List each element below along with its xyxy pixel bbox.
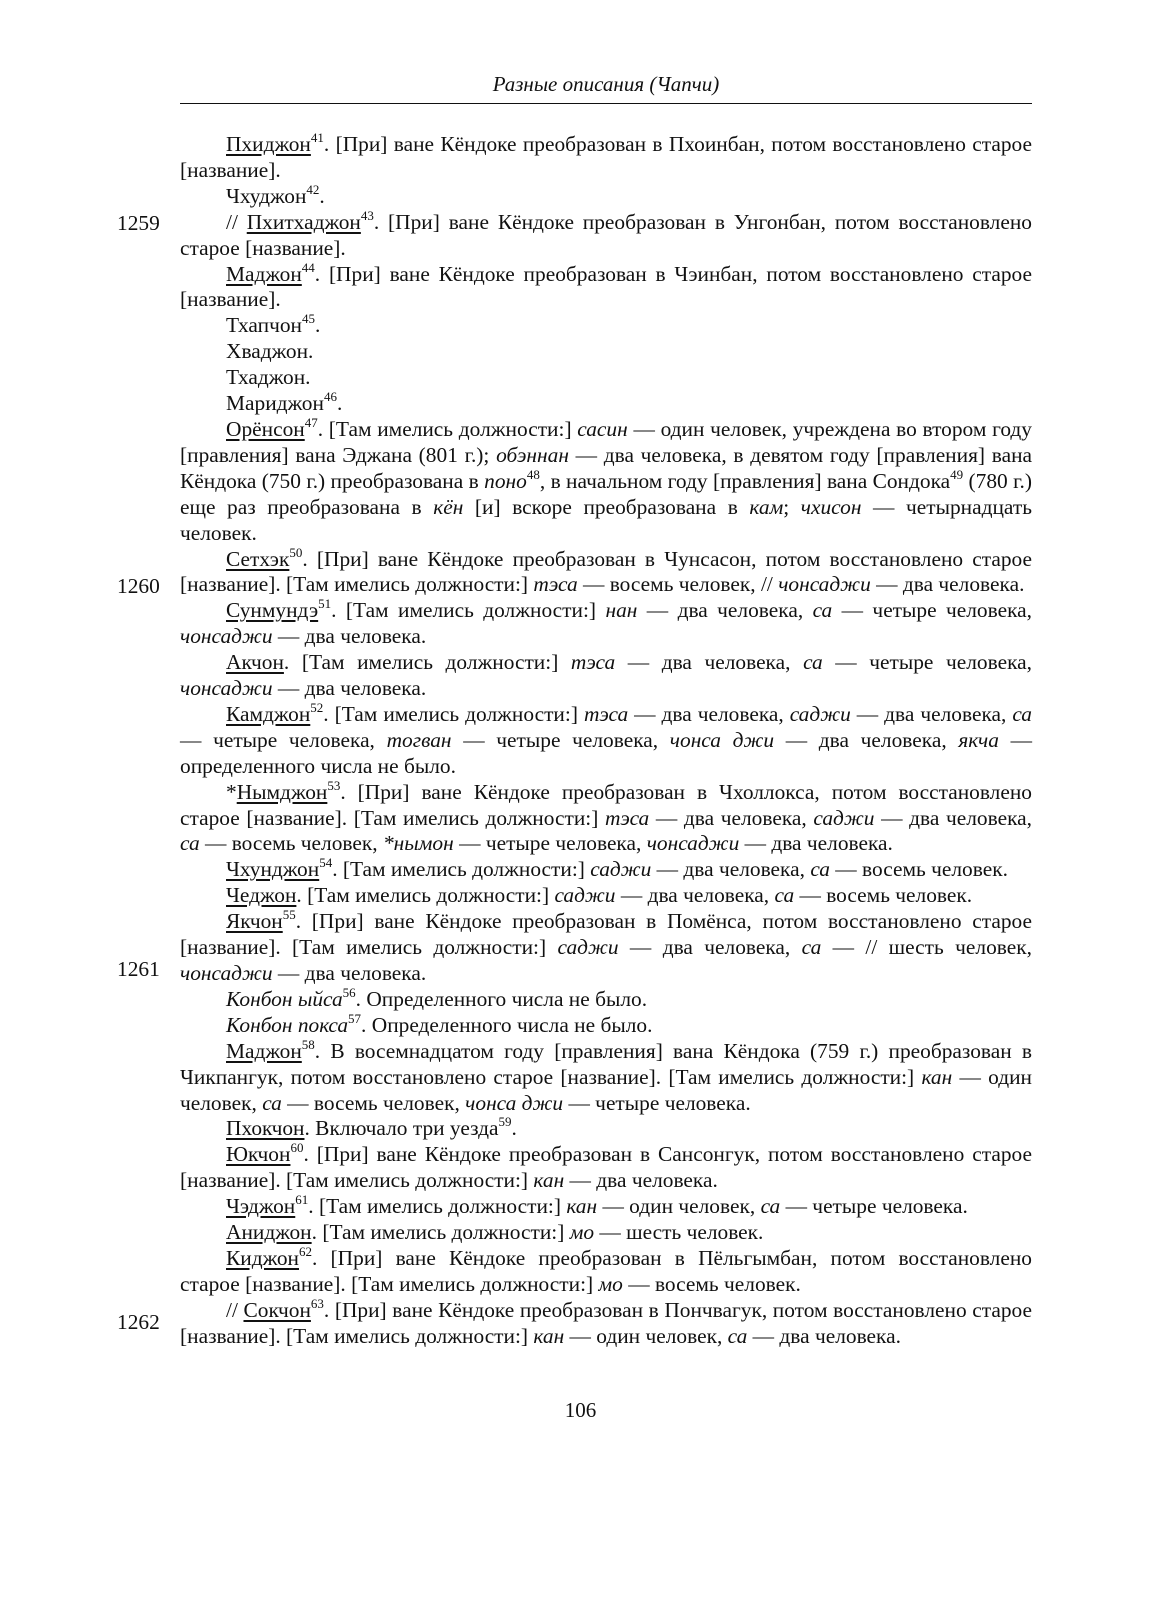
term: са bbox=[774, 883, 795, 908]
term: саджи bbox=[789, 701, 851, 726]
text-run: . [Там имелись должности:] bbox=[308, 1194, 567, 1219]
text-run: — восемь человек, bbox=[281, 1090, 466, 1115]
term: кан bbox=[566, 1194, 598, 1219]
entry-paragraph bbox=[180, 598, 1032, 650]
term: са bbox=[812, 598, 833, 623]
text-run: — два человека, bbox=[618, 935, 802, 960]
entry-paragraph bbox=[180, 650, 1032, 702]
text-run: // bbox=[226, 1297, 244, 1322]
text-run: — два человека. bbox=[272, 624, 427, 649]
term: саджи bbox=[557, 935, 619, 960]
term: са bbox=[1012, 701, 1032, 726]
margin-page-number: 1260 bbox=[117, 574, 160, 598]
entry-paragraph bbox=[180, 1036, 1032, 1117]
footnote-ref: 47 bbox=[304, 414, 318, 430]
text-run: — четыре человека, bbox=[180, 727, 387, 752]
entry-paragraph bbox=[180, 909, 1032, 987]
entry-paragraph bbox=[180, 544, 1032, 599]
entry-paragraph bbox=[180, 984, 1032, 1013]
entry-paragraph bbox=[180, 181, 1032, 210]
text-run: — два человека, bbox=[774, 727, 959, 752]
text-run: . В восемнадцатом году [правления] вана Кёндока (759 г.) преобразован в Чикпангук, потом восстановлено старое [название]. [Там имелись должности:] bbox=[180, 1038, 1032, 1089]
term: Конбон ыйса bbox=[226, 986, 343, 1011]
term: обэннан bbox=[496, 442, 569, 467]
text-run: — восемь человек. bbox=[829, 857, 1008, 882]
text-run: . Определенного числа не было. bbox=[361, 1012, 653, 1037]
footnote-ref: 51 bbox=[318, 596, 332, 612]
footnote-ref: 53 bbox=[327, 777, 341, 793]
text-run: — шесть человек. bbox=[594, 1220, 764, 1245]
entry-paragraph bbox=[180, 391, 1032, 417]
term: кан bbox=[921, 1064, 953, 1089]
place-name: Якчон bbox=[226, 909, 283, 934]
term: са bbox=[810, 857, 830, 882]
text-run: — два человека, bbox=[628, 701, 790, 726]
margin-page-number: 1261 bbox=[117, 957, 160, 981]
entry-paragraph bbox=[180, 1243, 1032, 1298]
place-name: Акчон bbox=[226, 650, 284, 675]
place-name: Пхокчон bbox=[226, 1116, 305, 1141]
footnote-ref: 54 bbox=[319, 855, 333, 871]
text-run: . Включало три уезда bbox=[304, 1116, 499, 1141]
entry-paragraph bbox=[180, 313, 1032, 339]
margin-page-number: 1262 bbox=[117, 1310, 160, 1334]
term: чонсаджи bbox=[180, 624, 273, 649]
term: тэса bbox=[604, 805, 650, 830]
text-run: . [При] ване Кёндоке преобразован в Чунсасон, потом восстановлено старое [название]. [Там имелись должности:] bbox=[180, 546, 1032, 597]
place-name: Юкчон bbox=[226, 1142, 291, 1167]
entry-paragraph bbox=[180, 1010, 1032, 1039]
term: сасин bbox=[577, 416, 628, 441]
place-name: Чхунджон bbox=[226, 857, 320, 882]
term: са bbox=[801, 935, 822, 960]
text-run: — два человека. bbox=[739, 831, 893, 856]
entry-paragraph bbox=[180, 857, 1032, 883]
text-run: ; bbox=[783, 494, 801, 519]
text-run: . [Там имелись должности:] bbox=[331, 598, 606, 623]
term: чонса джи bbox=[669, 727, 775, 752]
text-run: . bbox=[511, 1116, 517, 1141]
place-name: Пхитхаджон bbox=[246, 209, 361, 234]
footnote-ref: 44 bbox=[301, 259, 315, 275]
footnote-ref: 62 bbox=[299, 1243, 312, 1259]
term: саджи bbox=[590, 857, 652, 882]
text-run: . [Там имелись должности:] bbox=[283, 650, 571, 675]
text-run: . [При] ване Кёндоке преобразован в Пончвагук, потом восстановлено старое [название]. [Там имелись должности:] bbox=[180, 1297, 1033, 1348]
place-name: Чеджон bbox=[226, 883, 297, 908]
term: са bbox=[803, 650, 823, 675]
footnote-ref: 46 bbox=[323, 389, 337, 405]
entry-paragraph bbox=[180, 339, 1032, 365]
text-run: Тхаджон. bbox=[226, 365, 311, 390]
place-name: Орёнсон bbox=[226, 416, 305, 441]
footnote-ref: 57 bbox=[348, 1010, 362, 1026]
text-run: — два человека, bbox=[874, 805, 1032, 830]
text-run: — два человека. bbox=[272, 961, 427, 985]
term: поно bbox=[484, 468, 527, 493]
text-run: [и] вскоре преобразована в bbox=[463, 494, 750, 519]
place-name: Маджон bbox=[226, 1038, 302, 1063]
entry-paragraph bbox=[180, 883, 1032, 909]
entry-paragraph bbox=[180, 132, 1032, 184]
header-rule bbox=[180, 103, 1032, 104]
text-run: . [При] ване Кёндоке преобразован в Пёльгымбан, потом восстановлено старое [название]. [Там имелись должности:] bbox=[180, 1245, 1032, 1296]
text-run: . [Там имелись должности:] bbox=[323, 701, 584, 726]
text-run: Хваджон. bbox=[226, 339, 314, 364]
term: кан bbox=[533, 1323, 565, 1348]
place-name: Нымджон bbox=[236, 779, 328, 804]
term: саджи bbox=[813, 805, 875, 830]
text-run: — один человек, bbox=[180, 1064, 1032, 1115]
running-header: Разные описания (Чапчи) bbox=[492, 72, 720, 96]
entry-paragraph bbox=[180, 699, 1032, 780]
footnote-ref: 60 bbox=[290, 1140, 304, 1156]
margin-page-number: 1259 bbox=[117, 211, 160, 235]
entry-paragraph bbox=[180, 1142, 1032, 1194]
term: са bbox=[262, 1090, 282, 1115]
text-run: — два человека, bbox=[651, 857, 811, 882]
text-run: . Определенного числа не было. bbox=[355, 986, 648, 1011]
place-name: Сунмундэ bbox=[226, 598, 319, 623]
text-run: Чхуджон bbox=[226, 183, 307, 208]
text-run: — два человека, bbox=[637, 598, 813, 623]
footnote-ref: 56 bbox=[342, 984, 356, 1000]
text-run: . bbox=[314, 313, 321, 338]
text-run: — восемь человек, bbox=[199, 831, 383, 856]
text-run: . [При] ване Кёндоке преобразован в Унгонбан, потом восстановлено старое [название]. bbox=[180, 209, 1032, 260]
place-name: Аниджон bbox=[226, 1220, 312, 1245]
footnote-ref: 58 bbox=[301, 1036, 315, 1052]
page-number: 106 bbox=[564, 1398, 597, 1422]
term: чхисон bbox=[800, 494, 862, 519]
text-run: Мариджон bbox=[226, 391, 324, 416]
text-run: — два человека. bbox=[272, 676, 427, 701]
text-run: . bbox=[336, 391, 343, 416]
text-run: — два человека. bbox=[870, 572, 1025, 597]
text-run: . [При] ване Кёндоке преобразован в Сансонгук, потом восстановлено старое [название]. [Там имелись должности:] bbox=[180, 1142, 1032, 1193]
text-run: — четыре человека, bbox=[453, 831, 647, 856]
text-run: // bbox=[226, 209, 247, 234]
place-name: Пхиджон bbox=[226, 132, 311, 156]
text-run: — два человека. bbox=[564, 1168, 718, 1193]
text-run: — два человека, bbox=[850, 701, 1013, 726]
text-run: . [При] ване Кёндоке преобразован в Чэинбан, потом восстановлено старое [название]. bbox=[180, 261, 1032, 312]
term: мо bbox=[569, 1220, 595, 1245]
entry-paragraph bbox=[180, 365, 1032, 391]
text-run: . [Там имелись должности:] bbox=[317, 416, 578, 441]
text-run: . [При] ване Кёндоке преобразован в Помёнса, потом восстановлено старое [название]. [Там имелись должности:] bbox=[180, 909, 1032, 960]
term: чонса джи bbox=[465, 1090, 564, 1115]
text-run: — четырнадцать человек. bbox=[180, 494, 1032, 545]
entry-paragraph bbox=[180, 207, 1032, 262]
text-run: — один человек, учреждена во втором году [правления] вана Эджана (801 г.); bbox=[180, 416, 1032, 467]
place-name: Камджон bbox=[226, 701, 311, 726]
text-run: — четыре человека. bbox=[780, 1194, 968, 1219]
term: саджи bbox=[554, 883, 616, 908]
term: са bbox=[727, 1323, 748, 1348]
footnote-ref: 45 bbox=[301, 311, 315, 327]
footnote-ref: 50 bbox=[289, 544, 303, 560]
footnote-ref: 41 bbox=[310, 130, 324, 145]
text-run: Тхапчон bbox=[226, 313, 302, 338]
entry-paragraph bbox=[180, 1116, 1032, 1142]
text-run: . [Там имелись должности:] bbox=[296, 883, 555, 908]
entry-paragraph bbox=[180, 777, 1032, 858]
text-run: . [При] ване Кёндоке преобразован в Пхоинбан, потом восстановлено старое [название]. bbox=[180, 132, 1032, 182]
entry-paragraph bbox=[180, 259, 1032, 314]
text-run: (780 г.) еще раз преобразована в bbox=[180, 468, 1032, 519]
entry-paragraph bbox=[180, 1194, 1032, 1220]
term: чонсаджи bbox=[180, 676, 273, 701]
text-run: — два человека, bbox=[615, 883, 775, 908]
term: кам bbox=[749, 494, 784, 519]
text-run: — два человека, в девятом году [правления] вана Кёндока (750 г.) преобразована в bbox=[180, 442, 1033, 493]
text-run: — определенного числа не было. bbox=[180, 727, 1032, 778]
term: тэса bbox=[533, 572, 578, 597]
term: тэса bbox=[570, 650, 616, 675]
term: чонсаджи bbox=[646, 831, 740, 856]
text-run: — восемь человек. bbox=[794, 883, 973, 908]
text-run: — восемь человек, // bbox=[577, 572, 779, 597]
text-run: — два человека. bbox=[747, 1323, 901, 1348]
term: якча bbox=[958, 727, 999, 752]
term: тэса bbox=[583, 701, 629, 726]
footnote-ref: 59 bbox=[498, 1114, 512, 1130]
footnote-ref: 43 bbox=[360, 207, 374, 223]
text-run: — // шесть человек, bbox=[821, 935, 1032, 960]
text-run: , в начальном году [правления] вана Сондока bbox=[539, 468, 951, 493]
term: са bbox=[180, 831, 200, 856]
entry-paragraph bbox=[180, 414, 1033, 547]
text-run: — два человека, bbox=[649, 805, 814, 830]
footnote-ref: 48 bbox=[526, 466, 540, 482]
footnote-ref: 55 bbox=[282, 907, 296, 923]
text-run: . [Там имелись должности:] bbox=[332, 857, 591, 882]
term: чонсаджи bbox=[180, 961, 273, 985]
place-name: Маджон bbox=[226, 261, 302, 286]
footnote-ref: 61 bbox=[295, 1192, 309, 1208]
term: кан bbox=[533, 1168, 565, 1193]
text-run: . [Там имелись должности:] bbox=[311, 1220, 570, 1245]
term: чонсаджи bbox=[778, 572, 871, 597]
term: кён bbox=[433, 494, 464, 519]
footnote-ref: 63 bbox=[310, 1295, 324, 1311]
place-name: Чэджон bbox=[226, 1194, 296, 1219]
term: нан bbox=[605, 598, 638, 623]
text-run: — четыре человека. bbox=[563, 1090, 751, 1115]
place-name: Киджон bbox=[226, 1245, 299, 1270]
text-run: . bbox=[319, 183, 325, 208]
entry-paragraph bbox=[180, 1295, 1033, 1350]
term: мо bbox=[598, 1271, 623, 1296]
text-run: — четыре человека, bbox=[822, 650, 1032, 675]
term: Конбон покса bbox=[226, 1012, 349, 1037]
text-run: — два человека, bbox=[615, 650, 804, 675]
text-run: — один человек, bbox=[597, 1194, 761, 1219]
footnote-ref: 49 bbox=[950, 466, 964, 482]
text-run: * bbox=[226, 779, 237, 804]
entry-paragraph bbox=[180, 1220, 1032, 1246]
footnote-ref: 52 bbox=[310, 699, 324, 715]
term: тогван bbox=[386, 727, 452, 752]
text-run: — один человек, bbox=[564, 1323, 728, 1348]
text-run: — восемь человек. bbox=[622, 1271, 801, 1296]
place-name: Сокчон bbox=[243, 1297, 311, 1322]
footnote-ref: 42 bbox=[306, 181, 320, 197]
term: *нымон bbox=[382, 831, 454, 856]
text-run: . [При] ване Кёндоке преобразован в Чхоллокса, потом восстановлено старое [название]. [Там имелись должности:] bbox=[180, 779, 1032, 830]
body-text bbox=[180, 132, 1032, 1350]
text-run: — четыре человека, bbox=[451, 727, 670, 752]
term: са bbox=[760, 1194, 781, 1219]
text-run: — четыре человека, bbox=[832, 598, 1033, 623]
place-name: Сетхэк bbox=[226, 546, 290, 571]
